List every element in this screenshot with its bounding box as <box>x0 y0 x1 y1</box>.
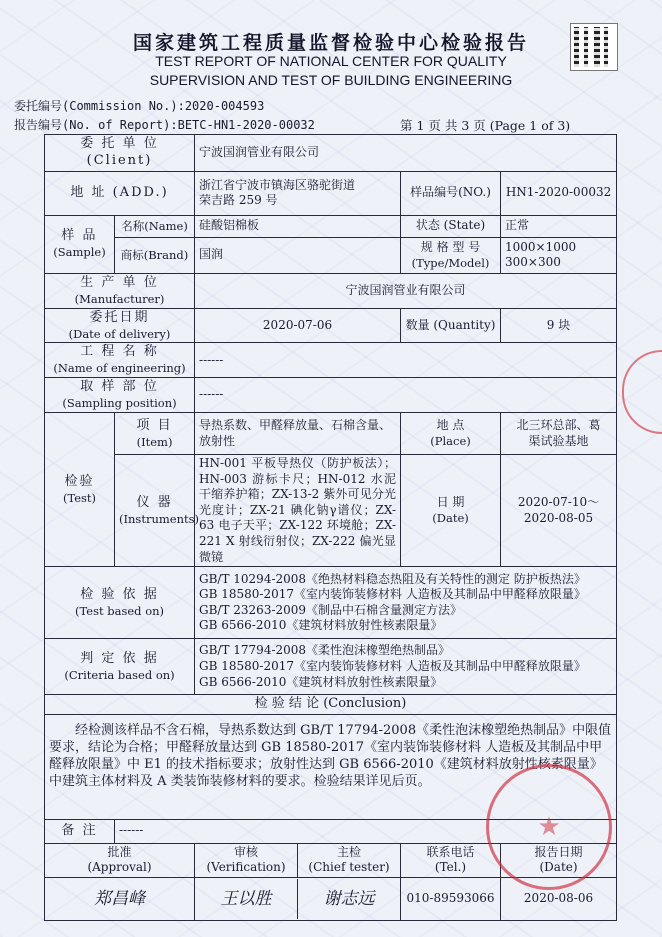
client-row <box>45 135 617 172</box>
address-line1: 浙江省宁波市镇海区骆驼街道 <box>199 177 356 192</box>
sample-state-label: 状态 (State) <box>401 215 501 237</box>
test-place-label-cn: 地 点 <box>436 418 465 433</box>
address-label: 地 址 (ADD.) <box>45 171 195 215</box>
engineering-label <box>45 343 195 378</box>
sample-state-value: 正常 <box>501 215 617 237</box>
sample-spec-value-line2: 300×300 <box>505 255 561 270</box>
delivery-row <box>45 308 617 343</box>
sample-brand-row <box>45 237 617 273</box>
address-value <box>195 171 401 215</box>
criteria-line: GB/T 17794-2008《柔性泡沫橡塑绝热制品》 <box>199 643 451 658</box>
sample-spec-value <box>501 237 617 273</box>
engineering-row <box>45 343 617 378</box>
sample-group-label-cn: 样 品 <box>61 228 98 244</box>
manufacturer-row <box>45 273 617 308</box>
test-item-label-cn: 项 目 <box>136 417 173 433</box>
report-date-label-en: (Date) <box>539 860 578 875</box>
test-basis-label-en: (Test based on) <box>75 603 165 618</box>
test-date-label <box>401 455 501 567</box>
test-basis-label-cn: 检 验 依 据 <box>80 586 159 602</box>
test-place-label-en: (Place) <box>430 433 471 448</box>
sample-no-value: HN1-2020-00032 <box>501 171 617 215</box>
qr-code-icon <box>571 24 617 70</box>
test-date-label-en: (Date) <box>432 511 469 525</box>
sampling-label <box>45 378 195 413</box>
test-item-row <box>45 413 617 455</box>
client-label: 委 托 单 位 (Client) <box>45 135 195 172</box>
criteria-row <box>45 639 617 695</box>
chief-tester-signature: 谢志远 <box>323 888 375 909</box>
report-table <box>44 134 617 921</box>
sample-group-label-en: (Sample) <box>53 245 106 260</box>
manufacturer-label-cn: 生 产 单 位 <box>80 274 159 290</box>
remarks-row <box>45 819 617 843</box>
test-instruments-label <box>115 455 199 567</box>
engineering-value: ------ <box>195 343 617 378</box>
test-group-label-en: (Test) <box>62 490 97 505</box>
client-value: 宁波国润管业有限公司 <box>195 135 617 172</box>
criteria-label-cn: 判 定 依 据 <box>80 650 159 666</box>
report-date-label-cn: 报告日期 <box>534 844 583 859</box>
verification-label-en: (Verification) <box>206 860 286 875</box>
test-basis-row <box>45 567 617 639</box>
criteria-label <box>45 639 195 695</box>
perforation-seal-icon <box>622 350 662 434</box>
sample-group-label <box>45 215 115 273</box>
approval-label-cn: 批准 <box>107 844 132 859</box>
sample-name-label: 名称(Name) <box>115 215 195 237</box>
chief-tester-label-en: (Chief tester) <box>308 860 390 875</box>
test-group-label-cn: 检验 <box>64 473 95 489</box>
tel-value: 010-89593066 <box>401 877 501 920</box>
test-basis-line: GB 18580-2017《室内装饰装修材料 人造板及其制品中甲醛释放限量》 <box>199 587 586 602</box>
test-instruments-value: HN-001 平板导热仪（防护板法）；HN-003 游标卡尺；HN-012 水泥干缩养护箱；ZX-13-2 紫外可见分光光度计；ZX-21 碘化钠γ谱仪；ZX-63 电子天平；ZX-122 环境舱；ZX-221 X 射线衍射仪；ZX-222 偏光显微镜 <box>195 455 401 567</box>
criteria-line: GB 6566-2010《建筑材料放射性核素限量》 <box>199 674 443 689</box>
delivery-label-en: (Date of delivery) <box>68 326 171 341</box>
sample-no-label: 样品编号(NO.) <box>401 171 501 215</box>
test-place-value-line1: 北三环总部、葛 <box>516 418 601 432</box>
conclusion-label: 检 验 结 论 (Conclusion) <box>45 695 617 715</box>
conclusion-text: 经检测该样品不含石棉，导热系数达到 GB/T 17794-2008《柔性泡沫橡塑绝热制品》中限值要求，结论为合格；甲醛释放量达到 GB 18580-2017《室内装饰装修材料 人造板及其制品中甲醛释放限量》中 E1 的技术指标要求；放射性达到 GB 6566-2010《建筑材料放射性核素限量》中建筑主体材料及 A 类装饰装修材料的要求。检验结果详见后页。 <box>45 715 617 820</box>
approval-label <box>45 843 195 877</box>
criteria-line: GB 18580-2017《室内装饰装修材料 人造板及其制品中甲醛释放限量》 <box>199 658 586 673</box>
sample-name-row <box>45 215 617 237</box>
test-item-label <box>115 413 195 455</box>
signoff-header-row <box>45 843 617 877</box>
test-basis-label <box>45 567 195 639</box>
tel-label <box>401 843 501 877</box>
chief-tester-label-cn: 主检 <box>337 844 362 859</box>
test-instruments-label-en: (Instruments) <box>119 511 199 526</box>
test-place-value-line2: 渠试验基地 <box>528 433 589 448</box>
report-number: 报告编号(No. of Report):BETC-HN1-2020-00032 <box>14 118 315 132</box>
conclusion-header-row <box>45 695 617 715</box>
verification-signature: 王以胜 <box>195 879 298 919</box>
test-place-label <box>401 413 501 455</box>
manufacturer-value: 宁波国润管业有限公司 <box>195 273 617 308</box>
delivery-value: 2020-07-06 <box>195 308 401 343</box>
signoff-values-row <box>45 877 617 920</box>
delivery-label <box>45 308 195 343</box>
sample-spec-label-cn: 规 格 型 号 <box>420 240 481 255</box>
sample-spec-value-line1: 1000×1000 <box>505 239 577 254</box>
report-title-en-line1: TEST REPORT OF NATIONAL CENTER FOR QUALITY <box>155 53 507 69</box>
tel-label-cn: 联系电话 <box>426 844 475 859</box>
report-title-en-line2: SUPERVISION AND TEST OF BUILDING ENGINEERING <box>149 72 513 88</box>
test-place-value <box>501 413 617 455</box>
tel-label-en: (Tel.) <box>434 860 467 875</box>
test-basis-line: GB 6566-2010《建筑材料放射性核素限量》 <box>199 618 443 633</box>
sample-name-value: 硅酸铝棉板 <box>195 215 401 237</box>
approval-signature: 郑昌峰 <box>45 877 195 920</box>
test-basis-value <box>195 567 617 639</box>
test-date-value-line2: 2020-08-05 <box>523 510 594 525</box>
sampling-value: ------ <box>195 378 617 413</box>
address-row <box>45 171 617 215</box>
remarks-value: ------ <box>115 819 617 843</box>
test-item-value: 导热系数、甲醛释放量、石棉含量、放射性 <box>195 413 401 455</box>
test-item-label-en: (Item) <box>136 434 173 449</box>
report-date-label <box>501 843 617 877</box>
test-basis-line: GB/T 23263-2009《制品中石棉含量测定方法》 <box>199 602 463 617</box>
test-date-value <box>501 455 617 567</box>
verification-label <box>195 844 298 877</box>
signatures-cell <box>195 877 401 920</box>
report-title-cn: 国家建筑工程质量监督检验中心检验报告 <box>132 32 529 54</box>
criteria-label-en: (Criteria based on) <box>64 667 175 682</box>
address-line2: 荣吉路 259 号 <box>199 193 278 208</box>
sample-spec-label <box>401 237 501 273</box>
chief-tester-label <box>298 844 400 877</box>
sample-brand-label: 商标(Brand) <box>115 237 195 273</box>
quantity-value: 9 块 <box>501 308 617 343</box>
verification-label-cn: 审核 <box>234 844 259 859</box>
test-date-value-line1: 2020-07-10～ <box>517 495 600 510</box>
commission-number: 委托编号(Commission No.):2020-004593 <box>14 99 265 113</box>
test-date-label-cn: 日 期 <box>436 495 465 510</box>
quantity-label: 数量 (Quantity) <box>401 308 501 343</box>
test-instruments-row <box>45 455 617 567</box>
verification-chief-labels <box>195 843 401 877</box>
page-info: 第 1 页 共 3 页 (Page 1 of 3) <box>400 118 571 133</box>
report-date-value: 2020-08-06 <box>501 877 617 920</box>
sample-brand-value: 国润 <box>195 237 401 273</box>
test-instruments-label-cn: 仪 器 <box>136 494 173 510</box>
criteria-value <box>195 639 617 695</box>
engineering-label-en: (Name of engineering) <box>53 361 186 376</box>
conclusion-text-row <box>45 715 617 820</box>
test-basis-line: GB/T 10294-2008《绝热材料稳态热阻及有关特性的测定 防护板热法》 <box>199 571 586 586</box>
sampling-label-en: (Sampling position) <box>62 396 177 411</box>
manufacturer-label-en: (Manufacturer) <box>74 291 165 306</box>
engineering-label-cn: 工 程 名 称 <box>80 344 159 360</box>
test-group-label <box>45 413 115 567</box>
sampling-row <box>45 378 617 413</box>
manufacturer-label <box>45 273 195 308</box>
sampling-label-cn: 取 样 部 位 <box>80 379 159 395</box>
sample-spec-label-en: (Type/Model) <box>411 255 490 270</box>
approval-label-en: (Approval) <box>87 860 152 875</box>
delivery-label-cn: 委托日期 <box>89 309 150 325</box>
remarks-label: 备 注 <box>45 819 115 843</box>
